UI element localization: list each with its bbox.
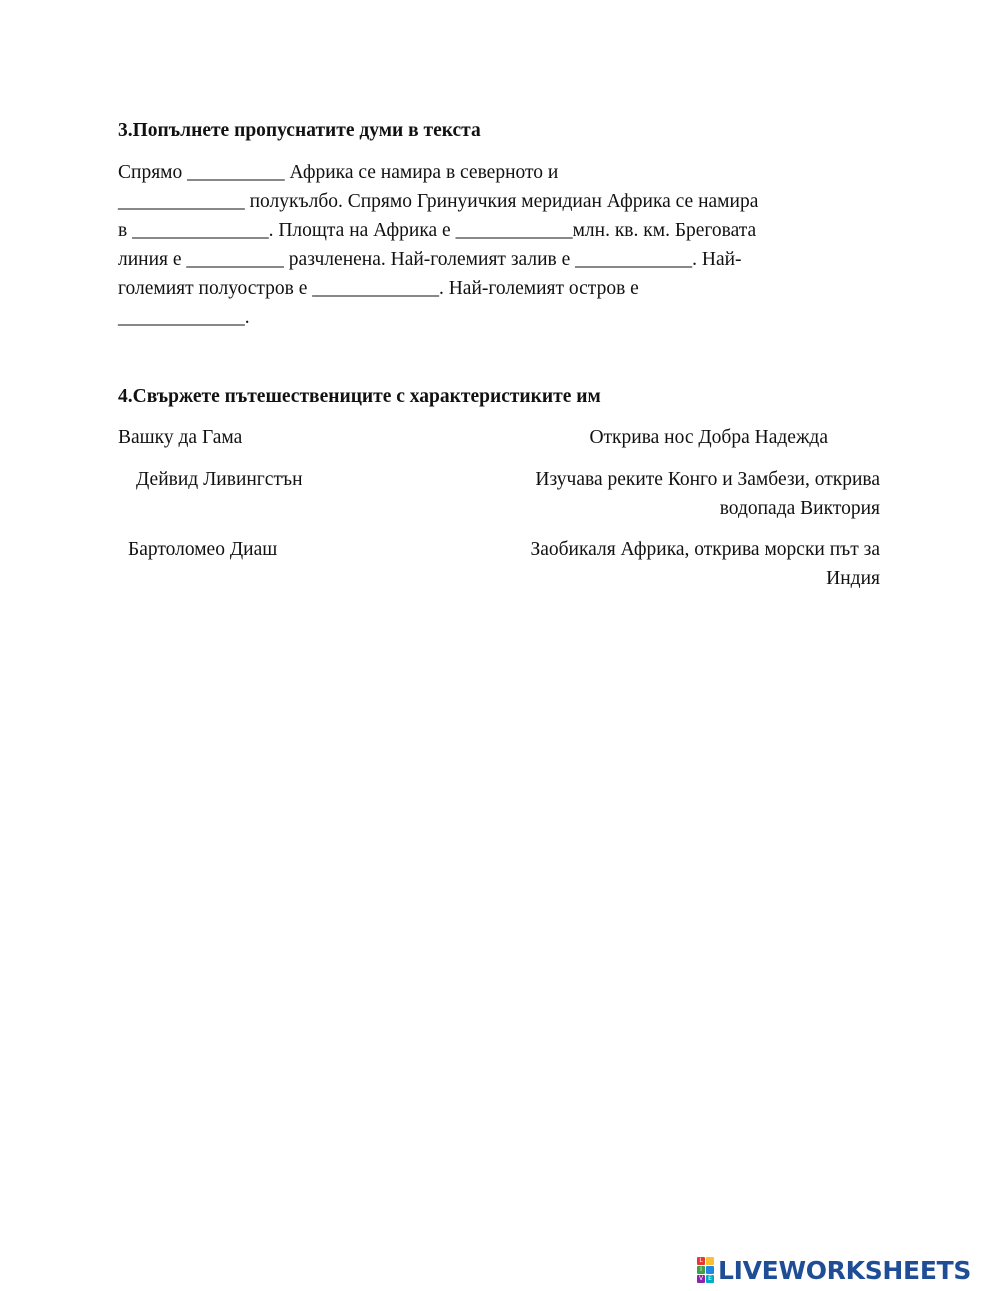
description-1: Открива нос Добра Надежда — [589, 427, 828, 448]
description-2-line-1: Изучава реките Конго и Замбези, открива — [535, 469, 880, 490]
fill-text-line-6: _____________. — [118, 307, 250, 328]
description-2-line-2: водопада Виктория — [719, 498, 880, 519]
logo-text: LIVEWORKSHEETS — [718, 1255, 972, 1285]
fill-text-line-2: _____________ полукълбо. Спрямо Гринуичкия меридиан Африка се намира — [118, 191, 759, 212]
section-4-title: 4.Свържете пътешествениците с характеристиките им — [118, 386, 601, 407]
fill-text-line-3: в ______________. Площта на Африка е ____________млн. кв. км. Бреговата — [118, 220, 757, 241]
logo-grid-icon: L I V E — [697, 1257, 714, 1283]
fill-text-line-1: Спрямо __________ Африка се намира в северното и — [118, 162, 559, 183]
traveler-1: Вашку да Гама — [118, 427, 243, 448]
description-3-line-1: Заобикаля Африка, открива морски път за — [530, 539, 880, 560]
fill-text-line-5: големият полуостров е _____________. Най-големият остров е — [118, 278, 639, 299]
description-3-line-2: Индия — [826, 568, 880, 589]
fill-text-line-4: линия е __________ разчленена. Най-големият залив е ____________. Най- — [118, 249, 742, 270]
liveworksheets-logo — [697, 1256, 971, 1284]
traveler-2: Дейвид Ливингстън — [136, 469, 303, 490]
traveler-3: Бартоломео Диаш — [128, 539, 278, 560]
section-3-title: 3.Попълнете пропуснатите думи в текста — [118, 120, 481, 141]
